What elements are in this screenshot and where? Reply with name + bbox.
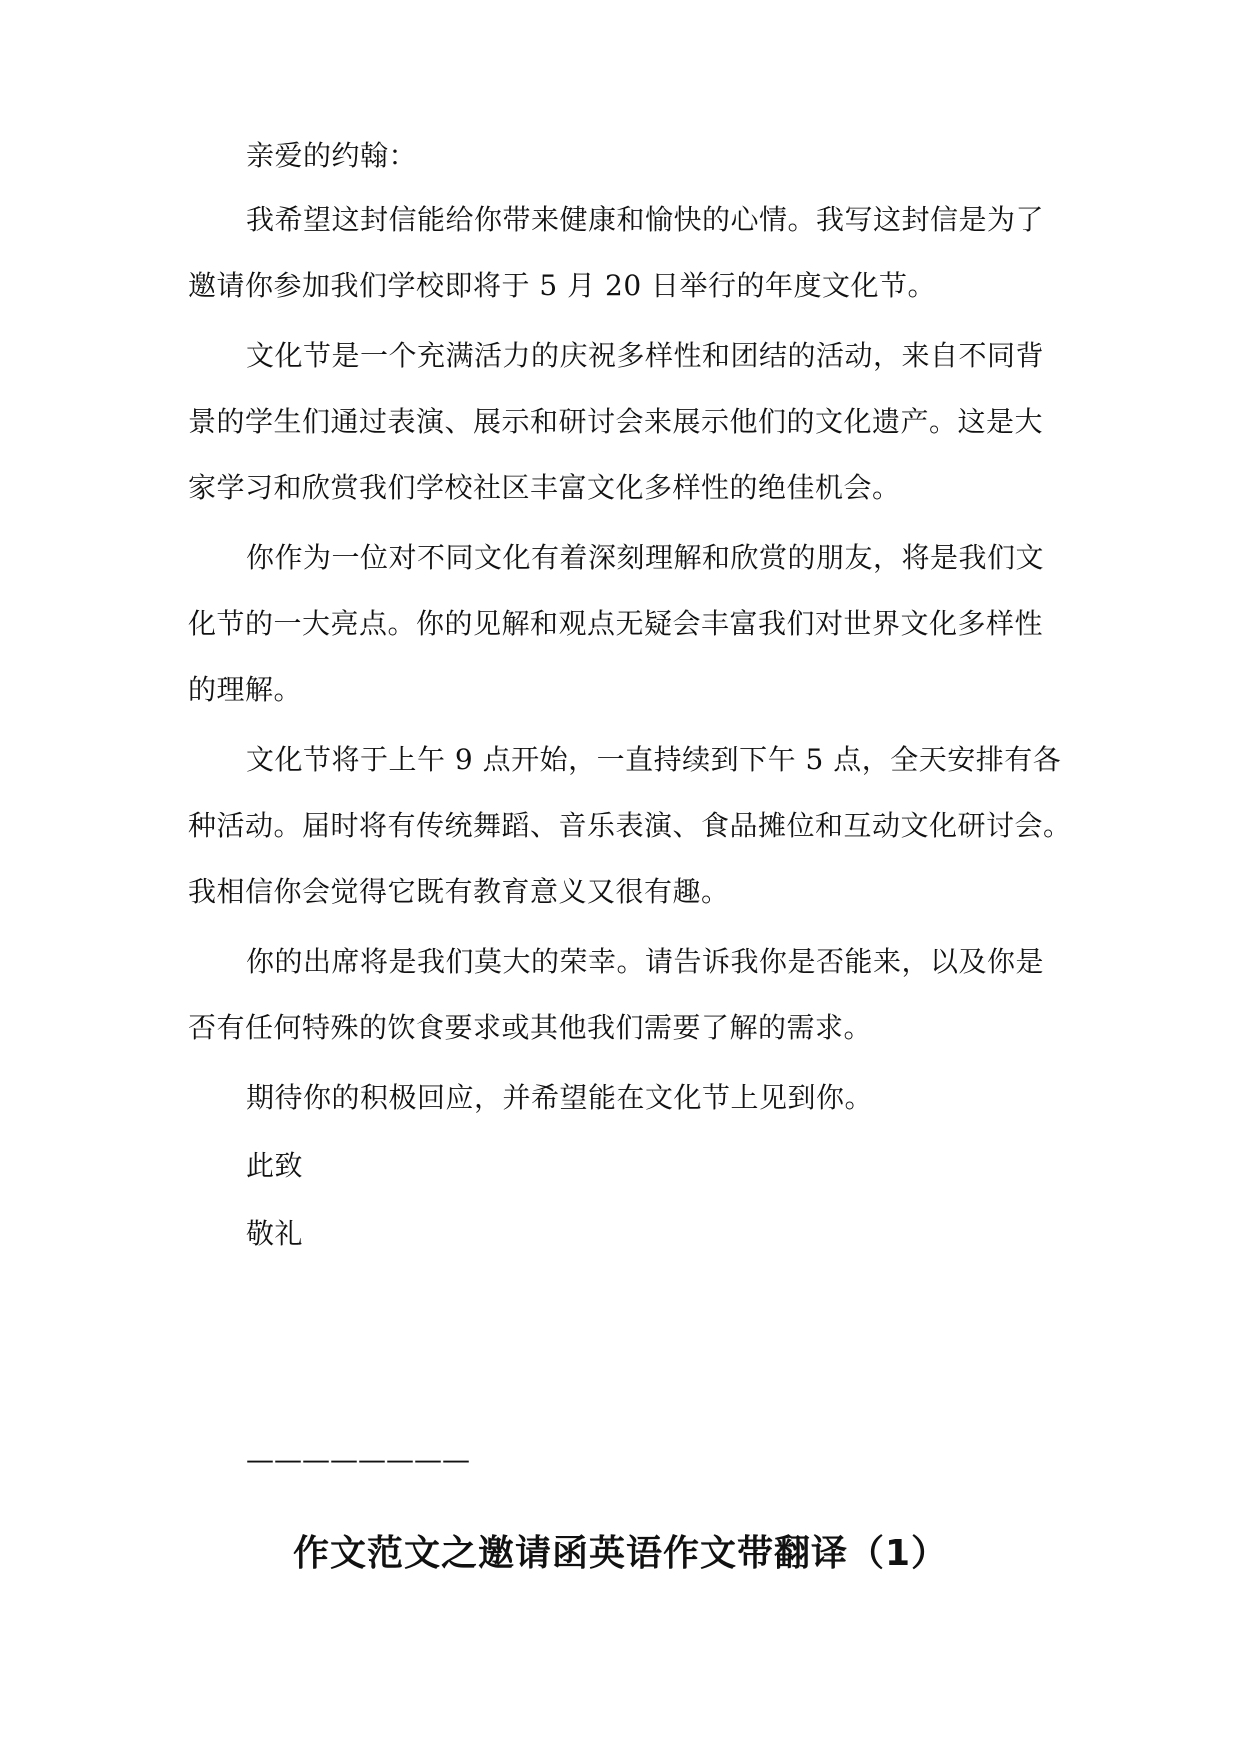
paragraph-2-line-1: 文化节是一个充满活力的庆祝多样性和团结的活动，来自不同背 (246, 339, 1045, 372)
closing-regards: 此致 (246, 1149, 304, 1182)
paragraph-3-line-1: 你作为一位对不同文化有着深刻理解和欣赏的朋友，将是我们文 (246, 541, 1045, 574)
paragraph-4-line-2: 种活动。届时将有传统舞蹈、音乐表演、食品摊位和互动文化研讨会。 (188, 809, 1072, 842)
paragraph-2-line-2: 景的学生们通过表演、展示和研讨会来展示他们的文化遗产。这是大 (188, 405, 1044, 438)
signature-line: ———————— (246, 1443, 470, 1476)
salutation: 亲爱的约翰： (246, 139, 418, 172)
paragraph-3-line-2: 化节的一大亮点。你的见解和观点无疑会丰富我们对世界文化多样性 (188, 607, 1044, 640)
paragraph-4-line-1: 文化节将于上午 9 点开始，一直持续到下午 5 点，全天安排有各 (246, 743, 1062, 776)
paragraph-1-line-2: 邀请你参加我们学校即将于 5 月 20 日举行的年度文化节。 (188, 269, 937, 302)
closing-salute: 敬礼 (246, 1217, 304, 1250)
paragraph-1-line-1: 我希望这封信能给你带来健康和愉快的心情。我写这封信是为了 (246, 203, 1045, 236)
paragraph-5-line-1: 你的出席将是我们莫大的荣幸。请告诉我你是否能来，以及你是 (246, 945, 1045, 978)
paragraph-2-line-3: 家学习和欣赏我们学校社区丰富文化多样性的绝佳机会。 (188, 471, 901, 504)
paragraph-4-line-3: 我相信你会觉得它既有教育意义又很有趣。 (188, 875, 730, 908)
section-title: 作文范文之邀请函英语作文带翻译（1） (292, 1533, 949, 1574)
paragraph-6: 期待你的积极回应，并希望能在文化节上见到你。 (246, 1081, 874, 1114)
paragraph-5-line-2: 否有任何特殊的饮食要求或其他我们需要了解的需求。 (188, 1011, 873, 1044)
paragraph-3-line-3: 的理解。 (188, 673, 303, 706)
